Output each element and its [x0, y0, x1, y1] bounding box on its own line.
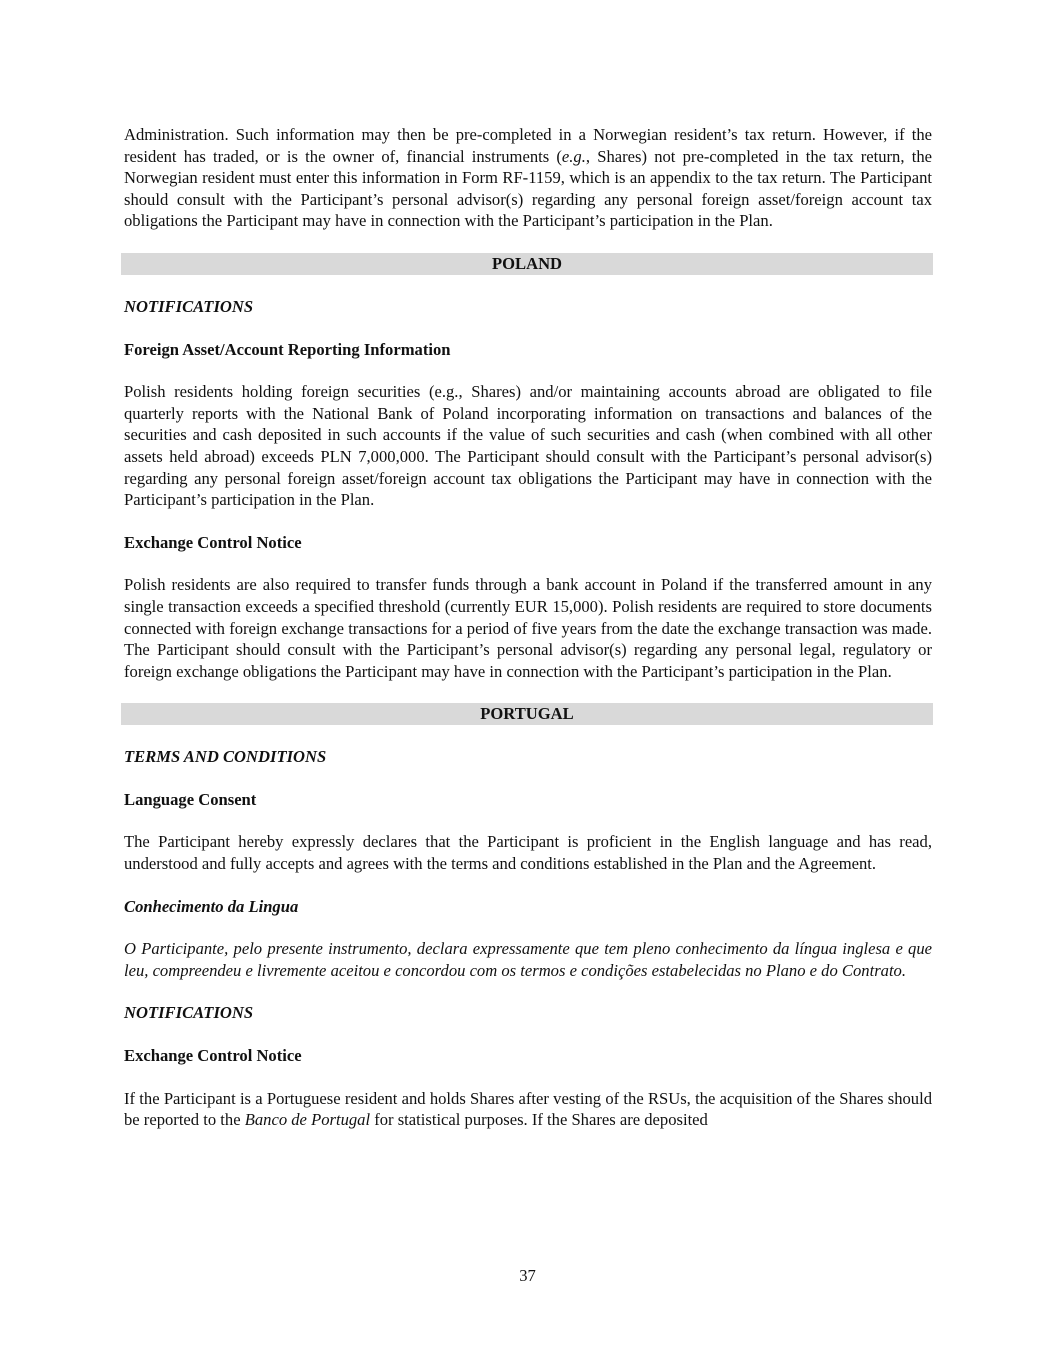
norway-continuation-paragraph: Administration. Such information may then be pre-completed in a Norwegian resident’s tax return. However, if the resident has traded, or is the owner of, financial instruments (e.g., Shares) not pre-completed in the tax return, the Norwegian resident must enter this information in Form RF-1159, which is an appendix to the tax return. The Participant should consult with the Participant’s personal advisor(s) regarding any personal foreign asset/foreign account tax obligations the Participant may have in connection with the Participant’s participation in the Plan.	[124, 125, 932, 231]
portugal-language-consent-paragraph: The Participant hereby expressly declares that the Participant is proficient in the English language and has read, understood and fully accepts and agrees with the terms and conditions established in the Plan and the Agreement.	[124, 832, 932, 874]
poland-foreign-asset-paragraph: Polish residents holding foreign securities (e.g., Shares) and/or maintaining accounts abroad are obligated to file quarterly reports with the National Bank of Poland incorporating information on transactions and balances of the securities and cash deposited in such accounts if the value of such securities and cash (when combined with all other assets held abroad) exceeds PLN 7,000,000. The Participant should consult with the Participant’s personal advisor(s) regarding any personal foreign asset/foreign account tax obligations the Participant may have in connection with the Participant’s participation in the Plan.	[124, 382, 932, 510]
poland-foreign-asset-heading: Foreign Asset/Account Reporting Information	[124, 339, 451, 359]
document-page	[124, 124, 932, 1131]
poland-notifications-heading: NOTIFICATIONS	[124, 296, 254, 316]
poland-exchange-control-heading: Exchange Control Notice	[124, 532, 302, 552]
section-band-poland: POLAND	[121, 253, 933, 275]
page-number: 37	[519, 1266, 536, 1285]
portugal-exchange-control-heading: Exchange Control Notice	[124, 1046, 302, 1066]
portugal-notifications-heading: NOTIFICATIONS	[124, 1003, 254, 1023]
section-band-portugal: PORTUGAL	[121, 703, 933, 725]
portugal-terms-heading: TERMS AND CONDITIONS	[124, 747, 327, 767]
portugal-conhecimento-heading: Conhecimento da Lingua	[124, 896, 299, 916]
portugal-conhecimento-paragraph: O Participante, pelo presente instrumento, declara expressamente que tem pleno conhecimento da língua inglesa e que leu, compreendeu e livremente aceitou e concordou com os termos e condições estabelecidas no Plano e do Contrato.	[124, 939, 932, 980]
poland-exchange-control-paragraph: Polish residents are also required to transfer funds through a bank account in Poland if the transferred amount in any single transaction exceeds a specified threshold (currently EUR 15,000). Polish residents are required to store documents connected with foreign exchange transactions for a period of five years from the date the exchange transaction was made. The Participant should consult with the Participant’s personal advisor(s) regarding any personal legal, regulatory or foreign exchange obligations the Participant may have in connection with the Participant’s participation in the Plan.	[124, 575, 932, 681]
portugal-exchange-control-paragraph: If the Participant is a Portuguese resident and holds Shares after vesting of the RSUs, the acquisition of the Shares should be reported to the Banco de Portugal for statistical purposes. If the Shares are deposited	[124, 1088, 932, 1130]
portugal-language-consent-heading: Language Consent	[124, 789, 257, 809]
